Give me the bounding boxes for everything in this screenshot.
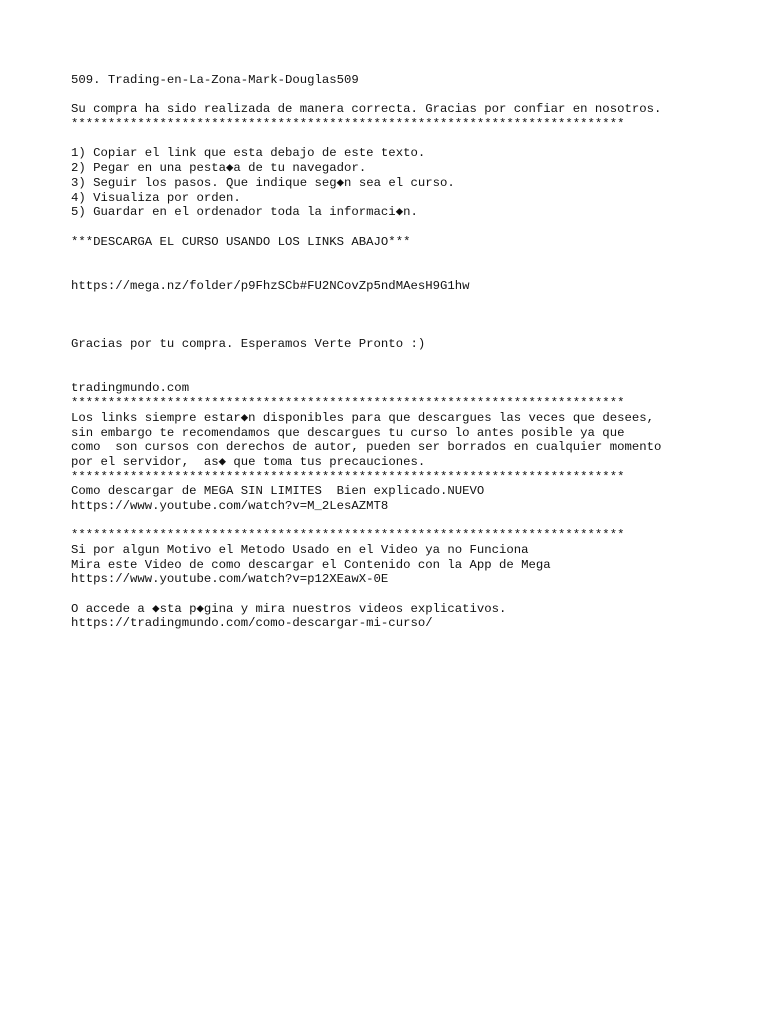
notice-line-1: Los links siempre estar◆n disponibles para que descargues las veces que desees, bbox=[71, 410, 654, 425]
fallback-line-1: Si por algun Motivo el Metodo Usado en el Video ya no Funciona bbox=[71, 543, 529, 557]
notice-line-2: sin embargo te recomendamos que descargues tu curso lo antes posible ya que bbox=[71, 425, 625, 440]
notice-line-4: por el servidor, as◆ que toma tus precauciones. bbox=[71, 454, 426, 469]
blank-line bbox=[71, 352, 751, 367]
blank-line bbox=[71, 293, 751, 308]
document-title: 509. Trading-en-La-Zona-Mark-Douglas509 bbox=[71, 73, 359, 87]
thanks-message: Gracias por tu compra. Esperamos Verte Pronto :) bbox=[71, 337, 426, 352]
instruction-step-2: 2) Pegar en una pesta◆a de tu navegador. bbox=[71, 161, 367, 176]
explainer-videos-text: O accede a ◆sta p◆gina y mira nuestros videos explicativos. bbox=[71, 601, 507, 616]
blank-line bbox=[71, 323, 751, 338]
mega-app-video-link[interactable]: https://www.youtube.com/watch?v=p12XEawX-0E bbox=[71, 572, 389, 587]
fallback-line-2: Mira este Video de como descargar el Contenido con la App de Mega bbox=[71, 557, 551, 572]
instruction-step-3: 3) Seguir los pasos. Que indique seg◆n sea el curso. bbox=[71, 175, 455, 190]
blank-line bbox=[71, 88, 751, 103]
mega-folder-link[interactable]: https://mega.nz/folder/p9FhzSCb#FU2NCovZp5ndMAesH9G1hw bbox=[71, 278, 470, 293]
separator-line: *************************************************************************** bbox=[71, 469, 625, 484]
download-heading: ***DESCARGA EL CURSO USANDO LOS LINKS ABAJO*** bbox=[71, 234, 411, 249]
instruction-step-5: 5) Guardar en el ordenador toda la informaci◆n. bbox=[71, 205, 418, 220]
mega-tutorial-link[interactable]: https://www.youtube.com/watch?v=M_2LesAZMT8 bbox=[71, 498, 389, 513]
blank-line bbox=[71, 367, 751, 382]
blank-line bbox=[71, 249, 751, 264]
separator-line: *************************************************************************** bbox=[71, 528, 625, 543]
blank-line bbox=[71, 220, 751, 235]
purchase-confirmation: Su compra ha sido realizada de manera correcta. Gracias por confiar en nosotros. bbox=[71, 102, 662, 117]
instruction-step-1: 1) Copiar el link que esta debajo de este texto. bbox=[71, 146, 426, 161]
blank-line bbox=[71, 514, 751, 529]
blank-line bbox=[71, 308, 751, 323]
blank-line bbox=[71, 587, 751, 602]
document-page bbox=[71, 73, 751, 631]
blank-line bbox=[71, 132, 751, 147]
notice-line-3: como son cursos con derechos de autor, pueden ser borrados en cualquier momento bbox=[71, 440, 662, 455]
blank-line bbox=[71, 264, 751, 279]
mega-tutorial-title: Como descargar de MEGA SIN LIMITES Bien explicado.NUEVO bbox=[71, 484, 485, 499]
download-guide-link[interactable]: https://tradingmundo.com/como-descargar-mi-curso/ bbox=[71, 616, 433, 631]
instruction-step-4: 4) Visualiza por orden. bbox=[71, 190, 241, 205]
separator-line: *************************************************************************** bbox=[71, 117, 625, 132]
site-name: tradingmundo.com bbox=[71, 381, 190, 396]
separator-line: *************************************************************************** bbox=[71, 396, 625, 411]
